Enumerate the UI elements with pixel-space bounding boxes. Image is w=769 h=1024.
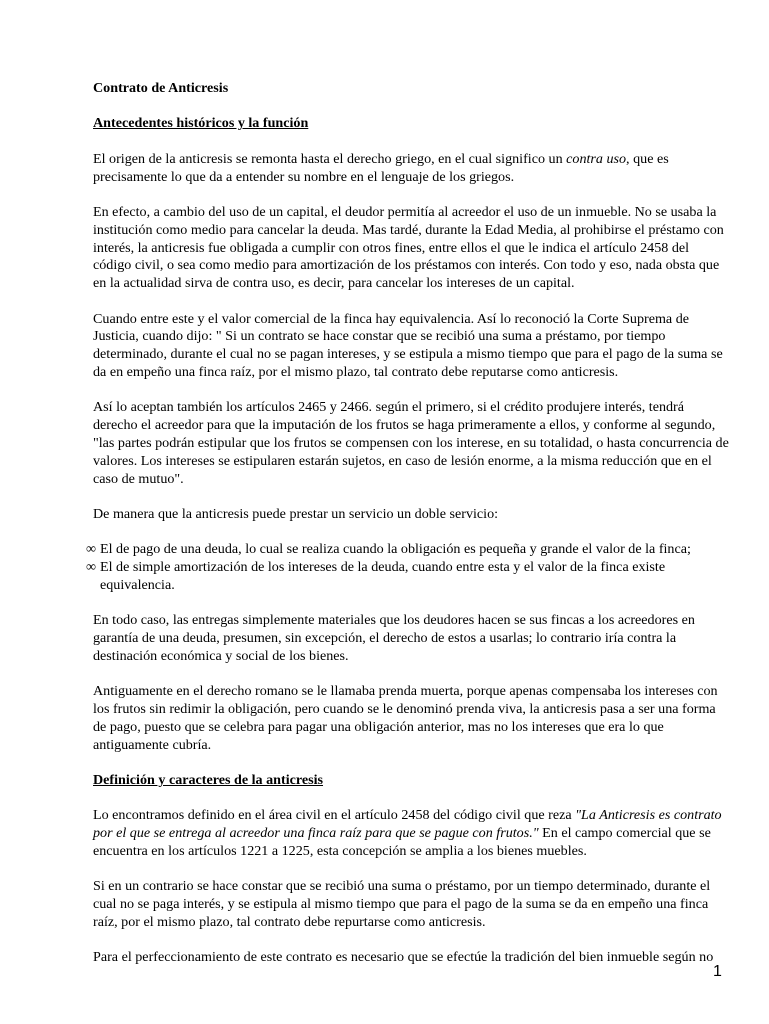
list-item-text: El de simple amortización de los intereses de la deuda, cuando entre esta y el valor de la finca existe equivalencia. (100, 559, 666, 593)
paragraph-perfeccionamiento: Para el perfeccionamiento de este contrato es necesario que se efectúe la tradición del bien inmueble según no (93, 949, 714, 966)
paragraph-text: Lo encontramos definido en el área civil en el artículo 2458 del código civil que reza (93, 807, 576, 824)
paragraph-articulos: Así lo aceptan también los artículos 2465 y 2466. según el primero, si el crédito produjere interés, tendrá derecho el acreedor para que la imputación de los frutos se haga primeramente a ellos, y conforme al segundo, "las partes podrán estipular que los frutos se compensen con los interese, en su totalidad, o hasta concurrencia de valores. Los intereses se estipularen estarán sujetos, en caso de lesión enorme, a la misma reducción que en el caso de mutuo". (93, 399, 729, 487)
paragraph-contrario: Si en un contrario se hace constar que se recibió una suma o préstamo, por un tiempo determinado, durante el cual no se paga interés, y se estipula al mismo tiempo que para el pago de la suma se da en empeño una finca raíz, por el mismo plazo, tal contrato debe repurtarse como anticresis. (93, 878, 711, 931)
paragraph-doble-servicio: De manera que la anticresis puede prestar un servicio un doble servicio: (93, 505, 499, 522)
paragraph-derecho-romano: Antiguamente en el derecho romano se le llamaba prenda muerta, porque apenas compensaba los intereses con los frutos sin redimir la obligación, pero cuando se le denominó prenda viva, la anticresis pasa a ser una forma de pago, puesto que se celebra para pagar una obligación anterior, mas no los intereses que era lo que antiguamente cubría. (93, 683, 718, 753)
bullet-list (86, 541, 729, 594)
section-heading-definicion: Definición y caracteres de la anticresis (93, 772, 324, 789)
italic-term: contra uso (566, 150, 627, 167)
paragraph-efecto: En efecto, a cambio del uso de un capital, el deudor permitía al acreedor el uso de un inmueble. No se usaba la institución como medio para cancelar la deuda. Mas tardé, durante la Edad Media, al prohibirse el préstamo con interés, la anticresis fue obligada a cumplir con otros fines, entre ellos el que le indica el artículo 2458 del código civil, o sea como medio para amortización de los préstamos con interés. Con todo y eso, nada obsta que en la actualidad sirva de contra uso, es decir, para cancelar los intereses de un capital. (93, 203, 724, 292)
paragraph-text: En el campo comercial que se encuentra en los artículos 1221 a 1225, esta concepción se amplia a los bienes muebles. (93, 825, 711, 860)
list-item-text: El de pago de una deuda, lo cual se realiza cuando la obligación es pequeña y grande el valor de la finca; (100, 541, 691, 558)
document-body (86, 80, 729, 985)
infinity-bullet-icon: ∞ (86, 541, 97, 558)
italic-quote: "La Anticresis es contrato por el que se entrega al acreedor una finca raíz para que se pague con frutos." (93, 807, 722, 842)
document-title: Contrato de Anticresis (93, 80, 229, 96)
paragraph-text: El origen de la anticresis se remonta hasta el derecho griego, en el cual significo un (93, 150, 567, 167)
paragraph-origen (93, 151, 729, 187)
paragraph-text: , que es precisamente lo que da a entender su nombre en el lenguaje de los griegos. (93, 150, 669, 185)
paragraph-corte-suprema: Cuando entre este y el valor comercial de la finca hay equivalencia. Así lo reconoció la Corte Suprema de Justicia, cuando dijo: " Si un contrato se hace constar que se recibió una suma a préstamo, por tiempo determinado, durante el cual no se pagan intereses, y se estipula a mismo tiempo que para el pago de la suma se da en empeño una finca raíz, por el mismo plazo, tal contrato debe reputarse como anticresis. (93, 310, 723, 380)
section-heading-antecedentes: Antecedentes históricos y la función (93, 115, 309, 132)
list-item (86, 559, 729, 595)
page-number: 1 (713, 963, 722, 980)
paragraph-definicion (93, 807, 729, 860)
paragraph-entregas: En todo caso, las entregas simplemente materiales que los deudores hacen se sus fincas a los acreedores en garantía de una deuda, presumen, sin excepción, el derecho de estos a usarlas; lo contrario iría contra la destinación económica y social de los bienes. (93, 612, 695, 664)
infinity-bullet-icon: ∞ (86, 559, 97, 576)
list-item (86, 541, 729, 559)
